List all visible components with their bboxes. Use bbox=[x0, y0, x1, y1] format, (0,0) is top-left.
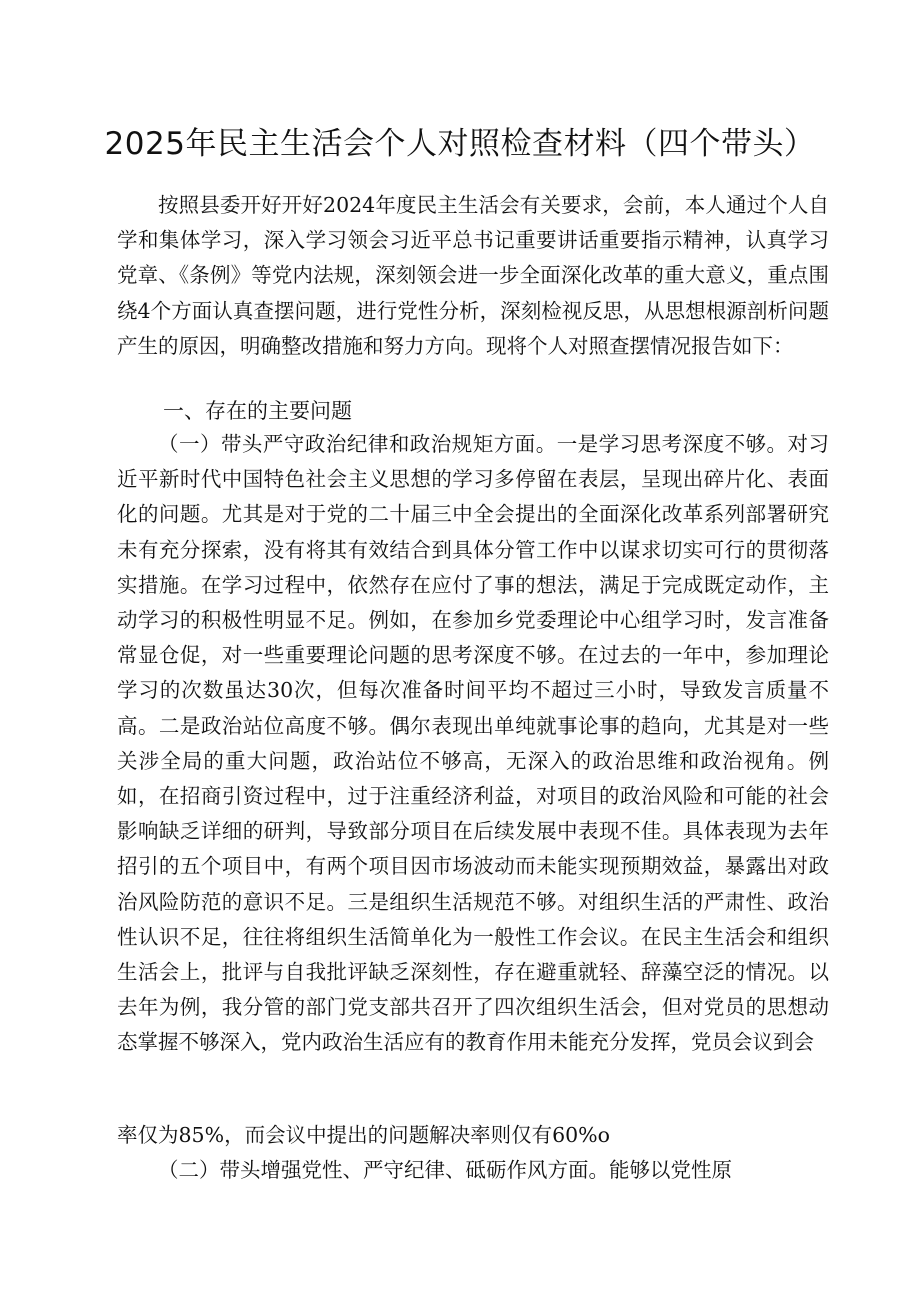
paragraph-continued: 率仅为85%，而会议中提出的问题解决率则仅有60%o bbox=[117, 1123, 610, 1147]
intro-paragraph: 按照县委开好开好2024年度民主生活会有关要求，会前，本人通过个人自学和集体学习，深入学习领会习近平总书记重要讲话重要指示精神，认真学习党章、《条例》等党内法规，深刻领会进一步全面深化改革的重大意义，重点围绕4个方面认真查摆问题，进行党性分析，深刻检视反思，从思想根源剖析问题产生的原因，明确整改措施和努力方向。现将个人对照查摆情况报告如下： bbox=[117, 193, 829, 358]
section-heading: 一、存在的主要问题 bbox=[163, 399, 352, 423]
paragraph-political-discipline: （一）带头严守政治纪律和政治规矩方面。一是学习思考深度不够。对习近平新时代中国特色社会主义思想的学习多停留在表层，呈现出碎片化、表面化的问题。尤其是对于党的二十届三中全会提出的全面深化改革系列部署研究未有充分探索，没有将其有效结合到具体分管工作中以谋求切实可行的贯彻落实措施。在学习过程中，依然存在应付了事的想法，满足于完成既定动作，主动学习的积极性明显不足。例如，在参加乡党委理论中心组学习时，发言准备常显仓促，对一些重要理论问题的思考深度不够。在过去的一年中，参加理论学习的次数虽达30次，但每次准备时间平均不超过三小时，导致发言质量不高。二是政治站位高度不够。偶尔表现出单纯就事论事的趋向，尤其是对一些关涉全局的重大问题，政治站位不够高，无深入的政治思维和政治视角。例如，在招商引资过程中，过于注重经济利益，对项目的政治风险和可能的社会影响缺乏详细的研判，导致部分项目在后续发展中表现不佳。具体表现为去年招引的五个项目中，有两个项目因市场波动而未能实现预期效益，暴露出对政治风险防范的意识不足。三是组织生活规范不够。对组织生活的严肃性、政治性认识不足，往往将组织生活简单化为一般性工作会议。在民主生活会和组织生活会上，批评与自我批评缺乏深刻性，存在避重就轻、辞藻空泛的情况。以去年为例，我分管的部门党支部共召开了四次组织生活会，但对党员的思想动态掌握不够深入，党内政治生活应有的教育作用未能充分发挥，党员会议到会 bbox=[117, 432, 829, 1055]
paragraph-party-spirit-start: （二）带头增强党性、严守纪律、砥砺作风方面。能够以党性原 bbox=[158, 1158, 732, 1182]
document-title: 2025年民主生活会个人对照检查材料（四个带头） bbox=[104, 126, 816, 162]
